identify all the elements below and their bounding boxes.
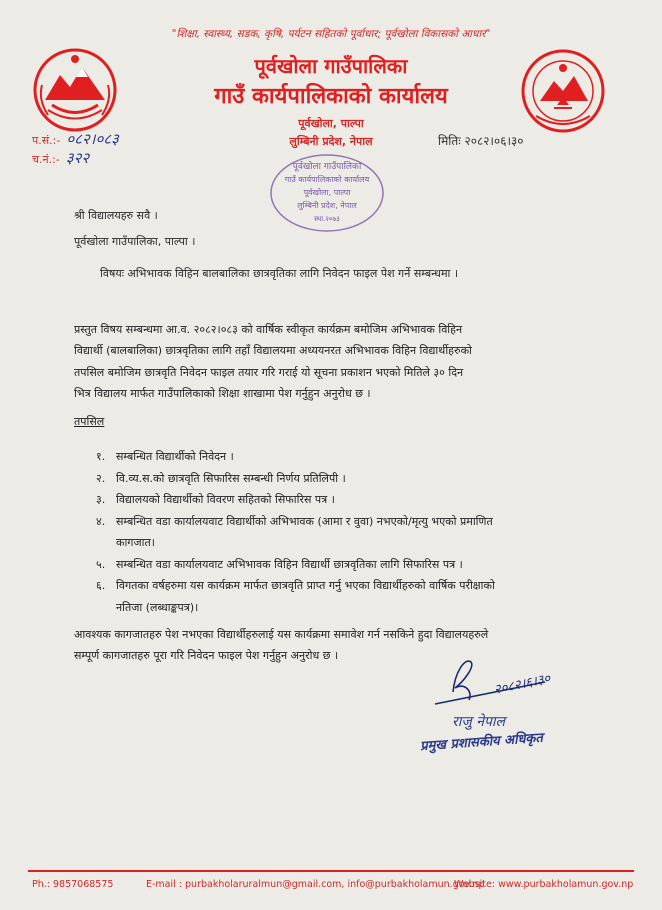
- ps-value: ०८२।०८३: [66, 130, 119, 148]
- signature-date: २०८२।६।३०: [492, 671, 552, 698]
- ps-label: प.सं.:-: [32, 134, 61, 147]
- cn-value: ३२२: [65, 149, 90, 167]
- motto: "शिक्षा, स्वास्थ्य, सडक, कृषि, पर्यटन सहितको पूर्वाधार; पूर्वखोला विकासको आधार": [171, 28, 491, 40]
- signatory-title: प्रमुख प्रशासकीय अधिकृत: [419, 730, 544, 755]
- stamp-line3: पूर्वखोला, पाल्पा: [303, 188, 351, 197]
- recipient-line2: पूर्वखोला गाउँपालिका, पाल्पा ।: [74, 235, 196, 248]
- org-name-line2: गाउँ कार्यपालिकाको कार्यालय: [214, 84, 448, 109]
- footer-divider: [28, 870, 634, 872]
- subject-line: विषयः अभिभावक विहिन बालबालिका छात्रवृतिका लागि निवेदन फाइल पेश गर्ने सम्बन्धमा ।: [100, 267, 459, 280]
- cn-label: च.नं.:-: [32, 153, 60, 166]
- org-name-line1: पूर्वखोला गाउँपालिका: [254, 54, 408, 78]
- body-line: प्रस्तुत विषय सम्बन्धमा आ.व. २०८२।०८३ को वार्षिक स्वीकृत कार्यक्रम बमोजिम अभिभावक विहिन: [74, 323, 463, 336]
- list-title: तपसिल: [74, 415, 105, 428]
- stamp-line1: पूर्वखोला गाउँपालिका: [292, 162, 362, 172]
- handwritten-signature: [425, 652, 575, 712]
- document-list: [96, 446, 596, 618]
- address-line2: लुम्बिनी प्रदेश, नेपाल: [289, 135, 373, 148]
- dispatch-number: [32, 148, 89, 168]
- address-line1: पूर्वखोला, पाल्पा: [298, 117, 364, 130]
- footer-website: Website: www.purbakholamun.gov.np: [454, 879, 634, 890]
- list-item: ६. विगतका वर्षहरुमा यस कार्यक्रम मार्फत छात्रवृति प्राप्त गर्नु भएका विद्यार्थीहरुको वार्षिक परीक्षाको: [96, 579, 495, 592]
- closing-line: सम्पूर्ण कागजातहरु पूरा गरि निवेदन फाइल पेश गर्नुहुन अनुरोध छ ।: [74, 649, 339, 662]
- list-item: ५. सम्बन्धित वडा कार्यालयवाट अभिभावक विहिन विद्यार्थी छात्रवृतिका लागि सिफारिस पत्र ।: [96, 557, 463, 571]
- reference-number: [32, 129, 119, 149]
- closing-line: आवश्यक कागजातहरु पेश नभएका विद्यार्थीहरुलाई यस कार्यक्रमा समावेश गर्न नसकिने हुदा विद्यालयहरुले: [74, 628, 489, 641]
- signatory-name: राजु नेपाल: [452, 714, 506, 730]
- body-line: विद्यार्थी (बालबालिका) छात्रवृतिका लागि तहाँ विद्यालयमा अध्ययनरत अभिभावक विहिन विद्यार्थीहरुको: [74, 344, 472, 358]
- body-line: भित्र विद्यालय मार्फत गाउँपालिकाको शिक्षा शाखामा पेश गर्नुहुन अनुरोध छ ।: [74, 387, 371, 401]
- stamp-line2: गाउँ कार्यपालिकाको कार्यालय: [284, 175, 370, 184]
- footer-phone: Ph.: 9857068575: [32, 879, 114, 890]
- body-line: तपसिल बमोजिम छात्रवृति निवेदन फाइल तयार गरि गराई यो सूचना प्रकाशन भएको मितिले ३० दिन: [74, 365, 464, 379]
- body-paragraph: [74, 319, 594, 405]
- letter-date: मितिः २०८२।०६।३०: [438, 134, 524, 148]
- list-item: ३. विद्यालयको विद्यार्थीको विवरण सहितको सिफारिस पत्र ।: [96, 493, 335, 506]
- list-item: १. सम्बन्धित विद्यार्थीको निवेदन ।: [96, 450, 234, 463]
- list-item-continued: नतिजा (लब्धाङ्कपत्र)।: [116, 600, 199, 614]
- list-item: २. वि.व्य.स.को छात्रवृति सिफारिस सम्बन्धी निर्णय प्रतिलिपी ।: [96, 471, 346, 485]
- list-item: ४. सम्बन्धित वडा कार्यालयवाट विद्यार्थीको अभिभावक (आमा र वुवा) नभएको/मृत्यु भएको प्रमाणित: [96, 514, 493, 528]
- list-item-continued: कागजात।: [116, 536, 155, 549]
- recipient-line1: श्री विद्यालयहरु सवै ।: [74, 209, 158, 222]
- office-stamp: [268, 152, 386, 234]
- stamp-line5: स्था.२०७३: [314, 215, 340, 223]
- stamp-line4: लुम्बिनी प्रदेश, नेपाल: [297, 201, 357, 210]
- footer-email: E-mail : purbakholaruralmun@gmail.com, info@purbakholamun.gov.np: [146, 879, 485, 890]
